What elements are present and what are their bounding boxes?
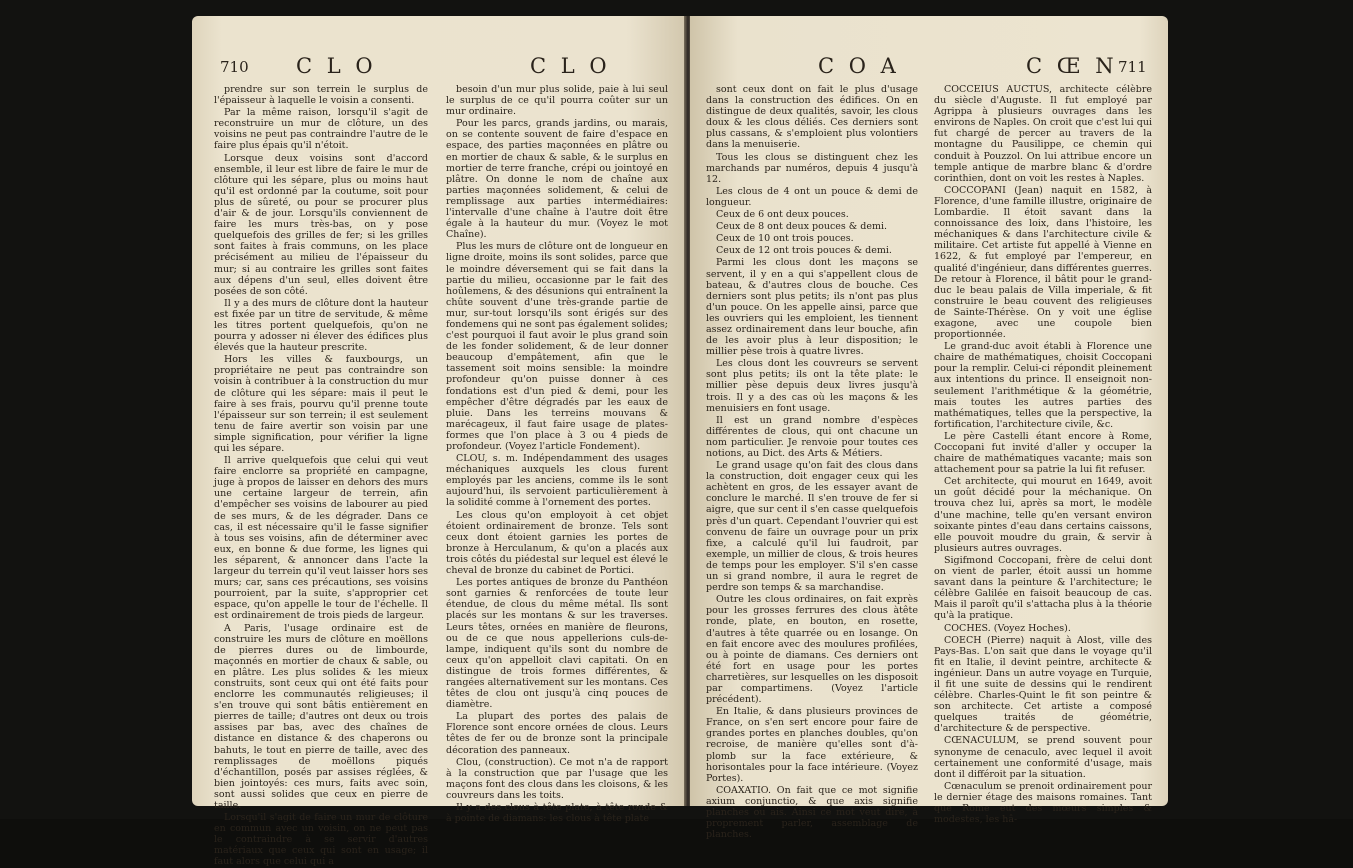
paragraph: Outre les clous ordinaires, on fait exprès pour les grosses ferrures des clous àtête ronde, plate, en bouton, en rosette, d'autres à tête quarrée ou en losange. On en fait encore avec des moulures profilées, ou à pointe de diamans. Ces derniers ont été fort en usage pour les portes charretières, sur lesquelles on les disposoit par compartimens. (Voyez l'article précédent). [706, 594, 918, 706]
paragraph: Les clous qu'on employoit à cet objet étoient ordinairement de bronze. Tels sont ceux dont étoient garnies les portes de bronze à Herculanum, & qu'on a placés aux trois côtés du piédestal sur lequel est élevé le cheval de bronze du cabinet de Portici. [446, 509, 668, 577]
paragraph: CLOU, s. m. Indépendamment des usages méchaniques auxquels les clous furent employés par les anciens, comme ils le sont aujourd'hui, ils servoient particulièrement à la solidité comme à l'ornement des portes. [446, 453, 668, 509]
paragraph: COCCEIUS AUCTUS, architecte célèbre du siècle d'Auguste. Il fut employé par Agrippa à plusieurs ouvrages dans les environs de Naples. On croit que c'est lui qui fut chargé de percer au travers de la montagne du Pausilippe, ce chemin qui conduit à Pouzzol. On lui attribue encore un temple antique de marbre blanc & d'ordre corinthien, dont on voit les restes à Naples. [934, 84, 1152, 184]
paragraph: En Italie, & dans plusieurs provinces de France, on s'en sert encore pour faire de grandes portes en planches doubles, qu'on recroise, de manière qu'elles sont d'à-plomb sur la face extérieure, & horisontales pour la face intérieure. (Voyez Portes). [706, 706, 918, 784]
right-head-word-1: C O A [818, 54, 900, 78]
paragraph: Le grand usage qu'on fait des clous dans la construction, doit engager ceux qui les achètent en gros, de les essayer avant de conclure le marché. Il s'en trouve de fer si aigre, que sur cent il s'en casse quelquefois près d'un quart. Cependant l'ouvrier qui est convenu de faire un ouvrage pour un prix fixe, a calculé qu'il lui faudroit, par exemple, un millier de clous, & trois heures de temps pour les employer. S'il s'en casse un si grand nombre, il aura le regret de perdre son temps & sa marchandise. [706, 460, 918, 594]
left-column-1 [214, 84, 428, 868]
paragraph: Le père Castelli étant encore à Rome, Coccopani fut invité d'aller y occuper la chaire de mathématiques vacante; mais son attachement pour sa patrie la lui fit refuser. [934, 430, 1152, 476]
paragraph: Lorsqu'il s'agit de faire un mur de clôture en commun avec un voisin, on ne peut pas le contraindre à se servir d'autres matériaux que ceux qui sont en usage; il faut alors que celui qui a [214, 812, 428, 868]
paragraph: Par la même raison, lorsqu'il s'agit de reconstruire un mur de clôture, un des voisins ne peut pas contraindre l'autre de le faire plus épais qu'il n'étoit. [214, 107, 428, 152]
right-column-2 [934, 84, 1152, 826]
paragraph: COAXATIO. On fait que ce mot signifie axium conjunctio, & que axis signifie planches ou ais. Ainsi ce mot veut dire, à proprement parler, assemblage de planches. [706, 784, 918, 841]
right-page [690, 16, 1168, 841]
paragraph: Il est un grand nombre d'espèces différentes de clous, qui ont chacune un nom particulier. Je renvoie pour toutes ces notions, au Dict. des Arts & Métiers. [706, 414, 918, 459]
left-head-word-2: C L O [530, 54, 611, 78]
paragraph: Cœnaculum se prenoit ordinairement pour le dernier étage des maisons romaines. Tant que Rome eut des mœurs simples & modestes, les hâ- [934, 780, 1152, 826]
paragraph: Les portes antiques de bronze du Panthéon sont garnies & renforcées de toute leur étendue, de clous du même métal. Ils sont placés sur les montans & sur les traverses. Leurs têtes, ornées en manière de fleurons, ou de ce que nous appellerions culs-de-lampe, indiquent qu'ils sont du nombre de ceux qu'on appelloit clavi capitati. On en distingue de trois formes différentes, & rangées alternativement sur les montans. Ces têtes de clou ont jusqu'à cinq pouces de diamètre. [446, 577, 668, 711]
paragraph: Il arrive quelquefois que celui qui veut faire enclorre sa propriété en campagne, juge à propos de laisser en dehors des murs une certaine largeur de terrein, afin d'empêcher ses voisins de labourer au pied de ses murs, & de les dégrader. Dans ce cas, il est nécessaire qu'il le fasse signifier à tous ses voisins, afin de déterminer avec eux, en bonne & due forme, les lignes qui les séparent, & annoncer dans l'acte la largeur du terrein qu'il veut laisser hors ses murs; car, sans ces précautions, ses voisins pourroient, par la suite, s'approprier cet espace, qu'on appelle le tour de l'échelle. Il est ordinairement de trois pieds de largeur. [214, 455, 428, 622]
paragraph: Hors les villes & fauxbourgs, un propriétaire ne peut pas contraindre son voisin à contribuer à la construction du mur de clôture qui les sépare: mais il peut le faire à ses frais, pourvu qu'il prenne toute l'épaisseur sur son terrein; il est seulement tenu de faire avertir son voisin par une simple signification, pour vérifier la ligne qui les sépare. [214, 354, 428, 454]
paragraph: Le grand-duc avoit établi à Florence une chaire de mathématiques, choisit Coccopani pour la remplir. Celui-ci répondit pleinement aux intentions du prince. Il enseignoit non-seulement l'arithmétique & la géométrie, mais toutes les autres parties des mathématiques, telles que la perspective, la fortification, l'architecture civile, &c. [934, 341, 1152, 430]
paragraph: besoin d'un mur plus solide, paie à lui seul le surplus de ce qu'il pourra coûter sur un mur ordinaire. [446, 84, 668, 118]
right-running-head [690, 54, 1168, 80]
right-head-word-2: C Œ N [1026, 54, 1118, 78]
paragraph: A Paris, l'usage ordinaire est de construire les murs de clôture en moëllons de pierres dures ou de limbourde, maçonnés en mortier de chaux & sable, ou en plâtre. Les plus solides & les mieux construits, sont ceux qui ont été faits pour enclorre les communautés religieuses; il s'en trouve qui sont bâtis entièrement en pierres de taille; d'autres ont deux ou trois assises par bas, avec des chaînes de distance en distance & des chaperons ou bahuts, le tout en pierre de taille, avec des remplissages de moëllons piqués d'échantillon, posés par assises réglées, & bien jointoyés: ces murs, faits avec soin, sont aussi solides que ceux en pierre de taille. [214, 622, 428, 811]
paragraph: Les clous dont les couvreurs se servent sont plus petits; ils ont la tête plate: le millier pèse depuis deux livres jusqu'à trois. Il y a des cas où les maçons & les menuisiers en font usage. [706, 358, 918, 414]
paragraph: prendre sur son terrein le surplus de l'épaisseur à laquelle le voisin a consenti. [214, 84, 428, 107]
paragraph: COCCOPANI (Jean) naquit en 1582, à Florence, d'une famille illustre, originaire de Lombardie. Il étoit savant dans la connoissance des loix, dans l'histoire, les méchaniques & dans l'architecture civile & militaire. Cet artiste fut appellé à Vienne en 1622, & fut employé par l'empereur, en qualité d'ingénieur, dans différentes guerres. De retour à Florence, il bâtit pour le grand-duc le beau palais de Villa imperiale, & fit construire le beau couvent des religieuses de Sainte-Thérèse. On y voit une église exagone, avec une coupole bien proportionnée. [934, 184, 1152, 341]
right-page-number: 711 [1118, 58, 1147, 76]
right-column-1 [706, 84, 918, 841]
paragraph: sont ceux dont on fait le plus d'usage dans la construction des édifices. On en distingue de deux qualités, savoir, les clous doux & les clous déliés. Ces derniers sont plus cassans, & s'emploient plus volontiers dans la menuiserie. [706, 84, 918, 151]
left-page [192, 16, 686, 868]
paragraph: Ceux de 12 ont trois pouces & demi. [716, 245, 892, 257]
paragraph: Les clous de 4 ont un pouce & demi de longueur. [706, 185, 918, 208]
paragraph: Clou, (construction). Ce mot n'a de rapport à la construction que par l'usage que les maçons font des clous dans les cloisons, & les couvreurs dans les toits. [446, 756, 668, 801]
left-head-word-1: C L O [296, 54, 377, 78]
paragraph: Il y a des clous à tête plate, à tête ronde & à pointe de diamans: les clous à tête plate [446, 802, 668, 825]
paragraph: COECH (Pierre) naquit à Alost, ville des Pays-Bas. L'on sait que dans le voyage qu'il fit en Italie, il devint peintre, architecte & ingénieur. Dans un autre voyage en Turquie, il fit une suite de dessins qui le rendirent célèbre. Charles-Quint le fit son peintre & son architecte. Cet artiste a composé quelques traités de géométrie, d'architecture & de perspective. [934, 634, 1152, 735]
left-running-head [192, 54, 686, 80]
paragraph: CŒNACULUM, se prend souvent pour synonyme de cenaculo, avec lequel il avoit certainement une conformité d'usage, mais dont il différoit par la situation. [934, 735, 1152, 780]
paragraph: Ceux de 6 ont deux pouces. [716, 209, 849, 221]
paragraph: Cet architecte, qui mourut en 1649, avoit un goût décidé pour la méchanique. On trouva chez lui, après sa mort, le modèle d'une machine, telle qu'en versant environ soixante pintes d'eau dans certains caissons, elle pouvoit moudre du grain, & servir à plusieurs autres ouvrages. [934, 476, 1152, 554]
paragraph: Ceux de 10 ont trois pouces. [716, 233, 854, 245]
paragraph: Il y a des murs de clôture dont la hauteur est fixée par un titre de servitude, & même les titres portent quelquefois, qu'on ne pourra y adosser ni élever des édifices plus élevés que la hauteur prescrite. [214, 297, 428, 354]
paragraph: Tous les clous se distinguent chez les marchands par numéros, depuis 4 jusqu'à 12. [706, 151, 918, 185]
paragraph: Pour les parcs, grands jardins, ou marais, on se contente souvent de faire d'espace en espace, des parties maçonnées en plâtre ou en mortier de chaux & sable, & le surplus en mortier de terre franche, crépi ou jointoyé en plâtre. On donne le nom de chaîne aux parties maçonnées solidement, & celui de remplissage aux parties intermédiaires: l'intervalle d'une chaîne à l'autre doit être égale à la hauteur du mur. (Voyez le mot Chaîne). [446, 118, 668, 241]
paragraph: Sigifmond Coccopani, frère de celui dont on vient de parler, étoit aussi un homme savant dans la peinture & l'architecture; le célèbre Galilée en faisoit beaucoup de cas. Mais il paroît qu'il s'attacha plus à la théorie qu'à la pratique. [934, 554, 1152, 622]
paragraph: COCHES. (Voyez Hoches). [944, 622, 1071, 634]
left-column-2 [446, 84, 668, 825]
left-page-number: 710 [220, 58, 249, 76]
paragraph: La plupart des portes des palais de Florence sont encore ornées de clous. Leurs têtes de fer ou de bronze sont la principale décoration des panneaux. [446, 711, 668, 756]
paragraph: Parmi les clous dont les maçons se servent, il y en a qui s'appellent clous de bateau, & d'autres clous de bouche. Ces derniers sont plus petits; ils n'ont pas plus d'un pouce. On les appelle ainsi, parce que les ouvriers qui les emploient, les tiennent assez ordinairement dans leur bouche, afin de les avoir plus à leur disposition; le millier pèse trois à quatre livres. [706, 257, 918, 358]
paragraph: Plus les murs de clôture ont de longueur en ligne droite, moins ils sont solides, parce que le moindre déversement qui se fait dans la partie du milieu, occasionne par le fait des hoûlemens, & des désunions qui entraînent la chûte souvent d'une très-grande partie de mur, sur-tout lorsqu'ils sont érigés sur des fondemens qui ne sont pas également solides; c'est pourquoi il faut avoir le plus grand soin de les fonder solidement, & de leur donner beaucoup d'empâtement, afin que le tassement soit moins sensible: la moindre profondeur qu'on puisse donner à ces fondations est d'un pied & demi, pour les empêcher d'être dégradés par les eaux de pluie. Dans les terreins mouvans & marécageux, il faut faire usage de plates-formes que l'on place à 3 ou 4 pieds de profondeur. (Voyez l'article Fondement). [446, 241, 668, 452]
paragraph: Ceux de 8 ont deux pouces & demi. [716, 221, 888, 233]
paragraph: Lorsque deux voisins sont d'accord ensemble, il leur est libre de faire le mur de clôture qui les sépare, plus ou moins haut qu'il est ordonné par la coutume, soit pour plus de sûreté, ou pour se procurer plus d'air & de jour. Lorsqu'ils conviennent de faire les murs très-bas, on y pose quelquefois des grilles de fer; si les grilles sont faites à frais communs, on les place précisément au milieu de l'épaisseur du mur; si au contraire les grilles sont faites aux dépens d'un seul, elles doivent être posées de son côté. [214, 152, 428, 297]
